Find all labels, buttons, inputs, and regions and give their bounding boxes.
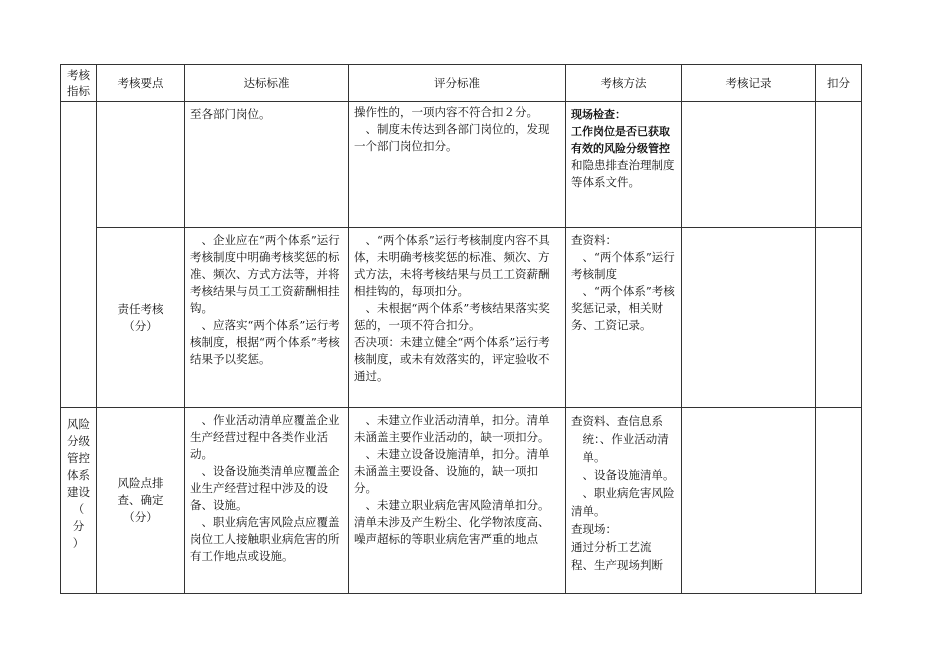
record-cell[interactable] (682, 228, 816, 408)
scoring-cell (349, 102, 566, 228)
indicator-char: （ (72, 502, 85, 516)
standard-cell (185, 228, 349, 408)
indicator-char: 建设 (67, 485, 90, 499)
standard-text: 至各部门岗位。 (190, 107, 271, 121)
header-standard: 达标标准 (185, 65, 349, 102)
standard-cell (185, 102, 349, 228)
method-rest-text: 和隐患排查治理制度等体系文件。 (571, 158, 675, 189)
scoring-line: 操作性的，一项内容不符合扣２分。 (354, 105, 538, 119)
method-line: 通过分析工艺流 (571, 540, 652, 554)
method-line: 清单。 (571, 504, 606, 518)
standard-line: 、职业病危害风险点应覆盖岗位工人接触职业病危害的所有工作地点或设施。 (190, 515, 340, 563)
standard-line: 、企业应在“两个体系”运行考核制度中明确考核奖惩的标准、频次、方式方法等，并将考核结果与员工工资薪酬相挂钩。 (190, 233, 340, 315)
standard-line: 、作业活动清单应覆盖企业生产经营过程中各类作业活动。 (190, 413, 340, 461)
scoring-line: 、“两个体系”运行考核制度内容不具体，未明确考核奖惩的标准、频次、方式方法，未将考核结果与员工工资薪酬相挂钩的，每项扣分。 (354, 233, 550, 298)
indicator-char: ） (72, 536, 85, 550)
scoring-veto: 否决项：未建立健全“两个体系”运行考核制度，或未有效落实的，评定验收不通过。 (354, 335, 550, 383)
method-line: 查现场： (571, 522, 617, 536)
scoring-line: 、未建立作业活动清单，扣分。清单未涵盖主要作业活动的，缺一项扣分。 (354, 413, 550, 444)
standard-line: 、设备设施类清单应覆盖企业生产经营过程中涉及的设备、设施。 (190, 464, 340, 512)
indicator-char: 分 (72, 519, 85, 533)
method-line: 、设备设施清单。 (571, 468, 675, 482)
point-cell-empty (97, 102, 185, 228)
standard-cell (185, 408, 349, 594)
deduction-cell[interactable] (816, 408, 862, 594)
method-cell (566, 102, 682, 228)
header-indicator: 考核 指标 (61, 65, 97, 102)
method-line: 单。 (571, 450, 606, 464)
header-point: 考核要点 (97, 65, 185, 102)
point-cell: 责任考核 （分） (97, 228, 185, 408)
indicator-cell (61, 408, 97, 594)
scoring-cell (349, 408, 566, 594)
indicator-char: 管控 (67, 451, 90, 465)
record-cell[interactable] (682, 408, 816, 594)
method-line: 程、生产现场判断 (571, 558, 663, 572)
header-record: 考核记录 (682, 65, 816, 102)
standard-line: 、应落实“两个体系”运行考核制度，根据“两个体系”考核结果予以奖惩。 (190, 318, 340, 366)
method-line: 、职业病危害风险 (571, 486, 675, 500)
indicator-cell-empty (61, 102, 97, 408)
scoring-line: 、未根据“两个体系”考核结果落实奖惩的，一项不符合扣分。 (354, 301, 550, 332)
method-line: 查资料、查信息系 (571, 414, 663, 428)
scoring-line: 、制度未传达到各部门岗位的，发现一个部门岗位扣分。 (354, 122, 550, 153)
method-cell (566, 408, 682, 594)
assessment-table (60, 64, 862, 594)
indicator-char: 分级 (67, 434, 90, 448)
header-method: 考核方法 (566, 65, 682, 102)
method-bold-text: 工作岗位是否已获取有效的风险分级管控 (571, 125, 670, 155)
deduction-cell[interactable] (816, 228, 862, 408)
record-cell[interactable] (682, 102, 816, 228)
table-row (61, 102, 862, 228)
scoring-line: 、未建立设备设施清单，扣分。清单未涵盖主要设备、设施的，缺一项扣分。 (354, 447, 550, 495)
method-line: 统：、作业活动清 (571, 432, 669, 446)
deduction-cell[interactable] (816, 102, 862, 228)
scoring-cell (349, 228, 566, 408)
header-deduction: 扣分 (816, 65, 862, 102)
scoring-line: 、未建立职业病危害风险清单扣分。清单未涉及产生粉尘、化学物浓度高、噪声超标的等职业病危害严重的地点 (354, 498, 550, 546)
method-line: 查资料： (571, 233, 617, 247)
point-cell: 风险点排 查、确定 （分） (97, 408, 185, 594)
method-line: 、“两个体系”运行考核制度 (571, 250, 675, 281)
table-row (61, 228, 862, 408)
method-line: 、“两个体系”考核奖惩记录，相关财务、工资记录。 (571, 284, 675, 332)
indicator-char: 风险 (67, 417, 90, 431)
header-row (61, 65, 862, 102)
method-cell (566, 228, 682, 408)
indicator-char: 体系 (67, 468, 90, 482)
table-row (61, 408, 862, 594)
header-scoring: 评分标准 (349, 65, 566, 102)
method-title: 现场检查： (571, 108, 626, 121)
